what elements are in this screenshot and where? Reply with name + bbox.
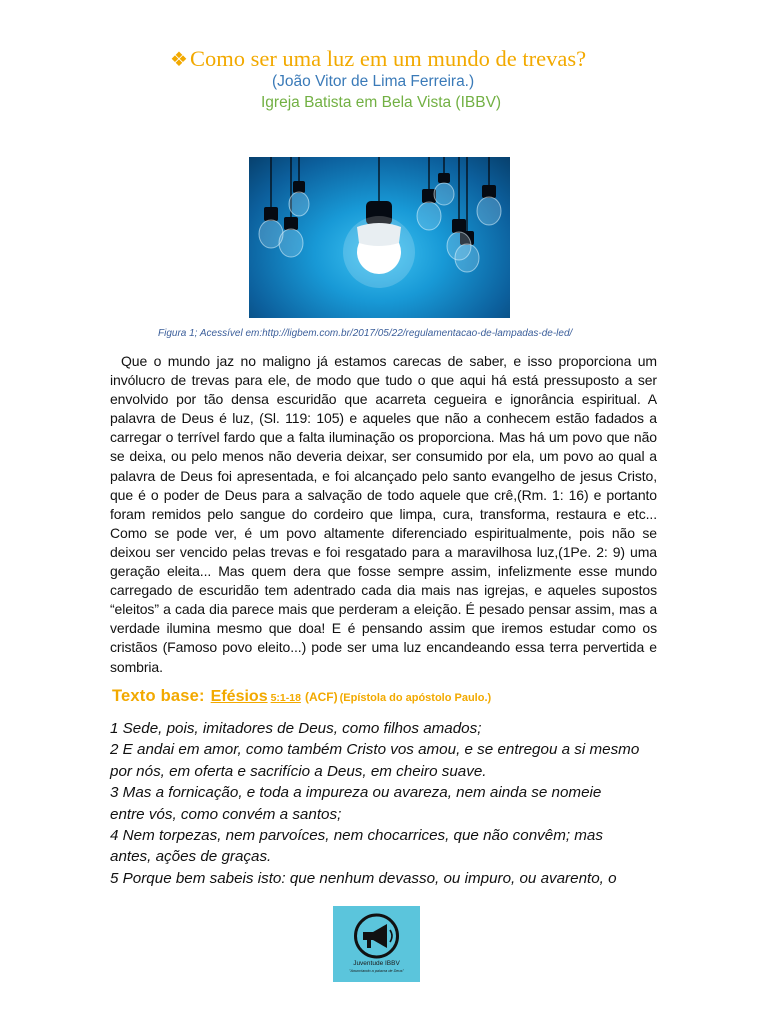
paragraph-text: Que o mundo jaz no maligno já estamos carecas de saber, e isso proporciona um invólucro de trevas para ele, de modo que tudo o que aqui há está pressuposto a ser envolvido por tão densa escuridão que acarreta cegueira e ignorância espiritual. A palavra de Deus é luz, (Sl. 119: 105) e aqueles que não a conhecem estão fadados a carregar o terrível fardo que a falta iluminação os proporciona. Mas há um povo que não se deixa, ou pelo menos não deveria deixar, ser consumido por ela, um povo ao qual a palavra de Deus foi apresentada, e foi alcançado pelo santo evangelho de jesus Cristo, que é o poder de Deus para a salvação de todo aquele que crê,(Rm. 1: 16) e portanto foram remidos pelo sangue do cordeiro que limpa, cura, transforma, restaura e etc... Como se pode ver, é um povo altamente diferenciado espiritualmente, pois não se deixou ser vencido pelas trevas e foi resgatado para a maravilhosa luz,(1Pe. 2: 9) uma geração eleita... Mas quem dera que fosse sempre assim, infelizmente esse mundo carregado de escuridão tem adentrado cada dia mais nas igrejas, e aqueles supostos “eleitos” a cada dia parece mais que perderam a eleição. É pesado pensar assim, mas a verdade ilumina mesmo que doa! E é pensando assim que iremos estudar como os cristãos (Famoso povo eleito...) pode ser uma luz encandeando essa terra pervertida e sombria. <box>110 353 657 675</box>
verse-line: 1 Sede, pois, imitadores de Deus, como filhos amados; <box>110 720 482 737</box>
texto-base-label: Texto base: <box>112 687 205 705</box>
logo-tagline: "Anunciando a palavra de Deus" <box>349 969 404 973</box>
verse-line: 2 E andai em amor, como também Cristo vos amou, e se entregou a si mesmo <box>110 741 640 759</box>
author-line: (João Vitor de Lima Ferreira.) <box>272 73 475 90</box>
light-bulbs-photo <box>249 157 510 318</box>
church-line: Igreja Batista em Bela Vista (IBBV) <box>261 94 502 111</box>
verse-line: antes, ações de graças. <box>110 848 272 866</box>
verse-line: 4 Nem torpezas, nem parvoíces, nem chocarrices, que não convêm; mas <box>110 827 603 845</box>
title-text: Como ser uma luz em um mundo de trevas? <box>189 46 587 71</box>
diamond-bullet-icon: ❖ <box>170 49 188 71</box>
logo-name: Juventude IBBV <box>353 960 400 967</box>
juventude-logo <box>333 906 420 982</box>
book-name: Efésios <box>210 688 268 705</box>
epistle-note: (Epístola do apóstolo Paulo.) <box>339 692 492 704</box>
light-bulbs-illustration <box>249 157 510 318</box>
texto-base-heading <box>112 687 491 706</box>
figure-caption: Figura 1; Acessível em:http://ligbem.com.br/2017/05/22/regulamentacao-de-lampadas-de-led/ <box>158 328 573 339</box>
document-title <box>170 44 730 75</box>
verse-reference: 5:1-18 <box>270 692 301 704</box>
bible-version: (ACF) <box>304 690 338 704</box>
verse-line: 5 Porque bem sabeis isto: que nenhum devasso, ou impuro, ou avarento, o <box>110 869 617 887</box>
verse-line: 3 Mas a fornicação, e toda a impureza ou avareza, nem ainda se nomeie <box>110 784 602 802</box>
verse-line: entre vós, como convém a santos; <box>110 805 342 823</box>
verse-list <box>110 718 650 889</box>
verse-line: por nós, em oferta e sacrifício a Deus, em cheiro suave. <box>110 762 487 780</box>
intro-paragraph <box>110 352 657 677</box>
